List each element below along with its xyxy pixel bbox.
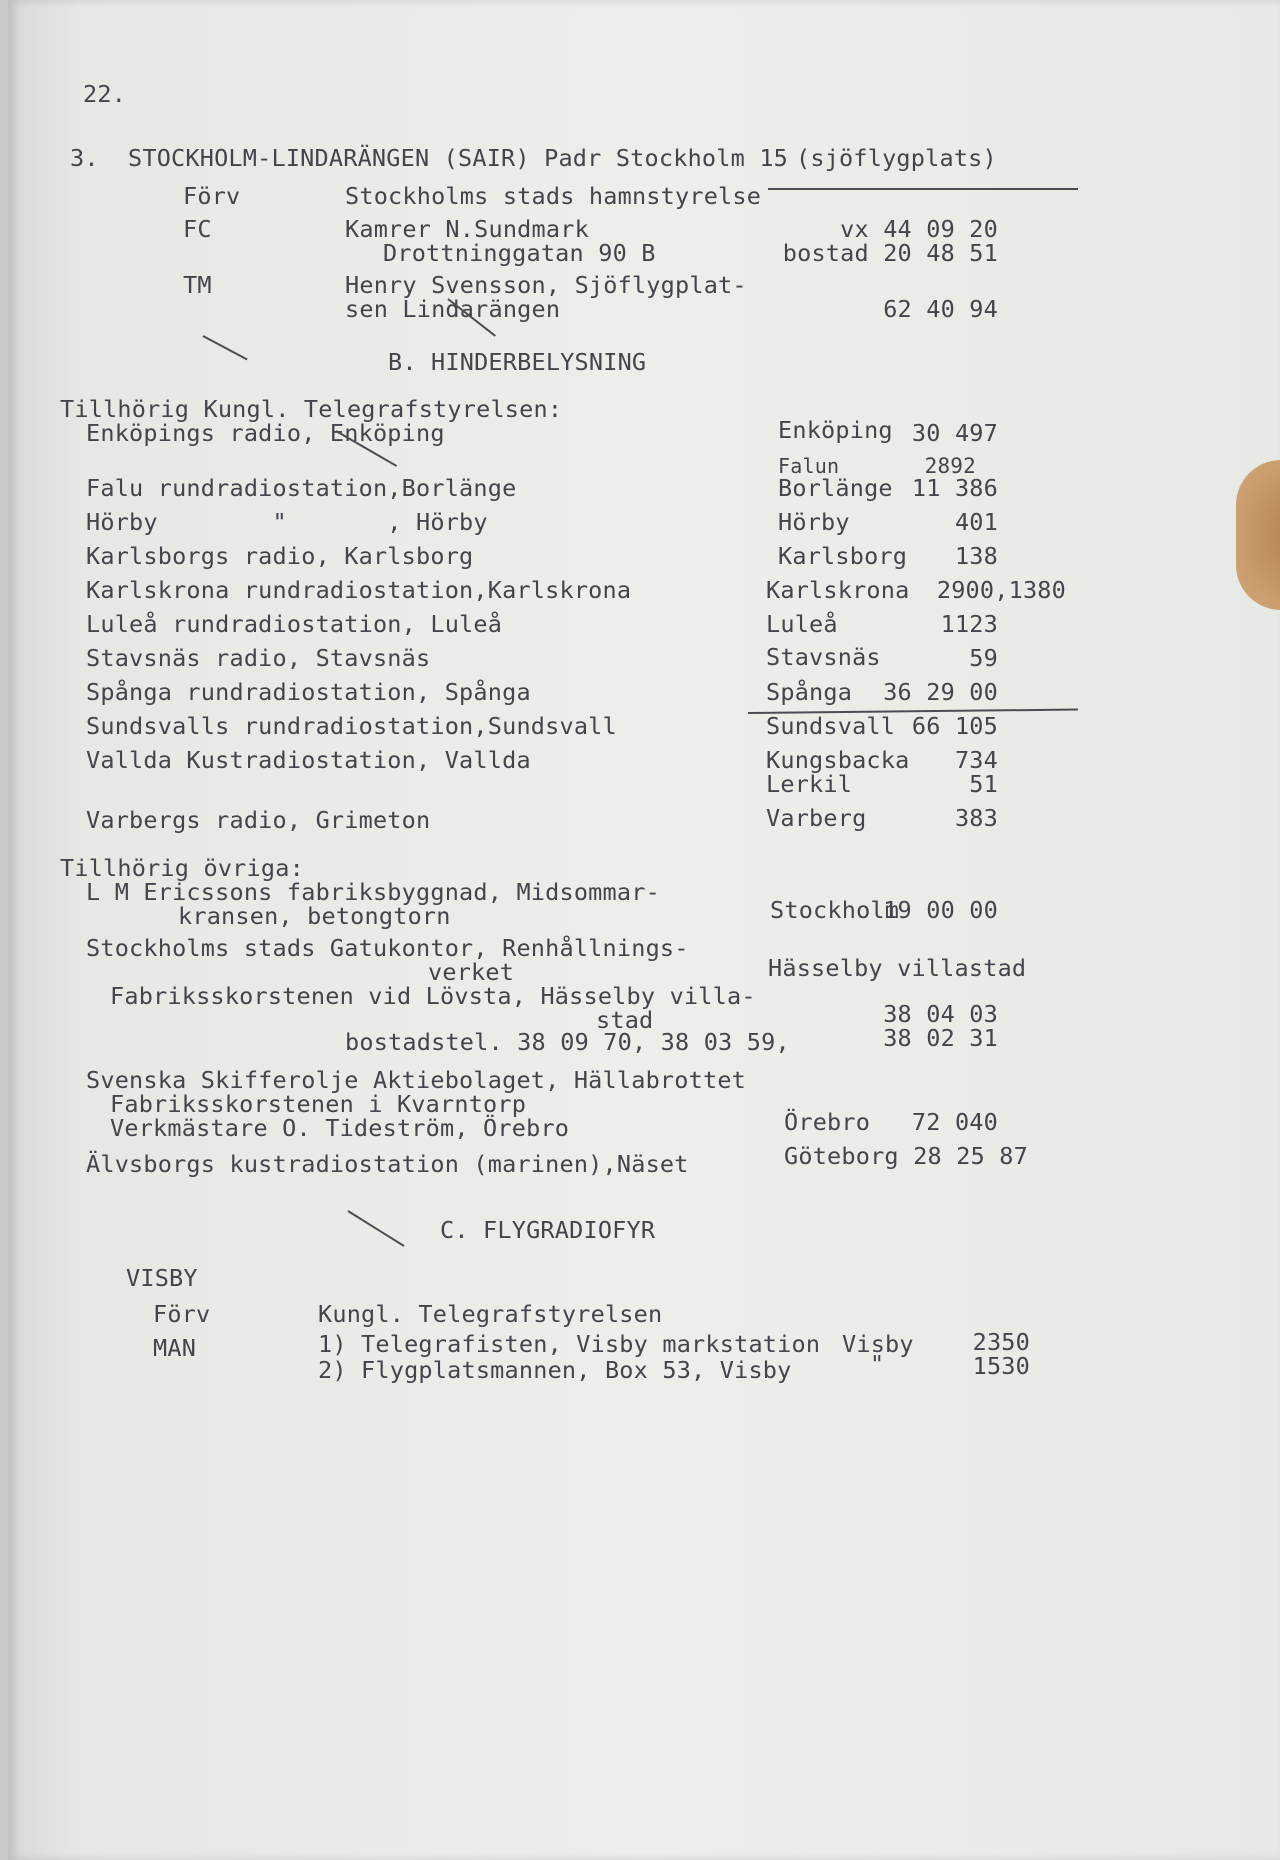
visby-man-line-1-place: Visby xyxy=(842,1330,914,1358)
entry-name: Sundsvalls rundradiostation,Sundsvall xyxy=(86,712,617,740)
ericsson-place: Stockholm xyxy=(770,896,900,924)
visby-man-line-1-number: 2350 xyxy=(972,1328,1030,1356)
skiffer-line-2: Fabriksskorstenen i Kvarntorp xyxy=(110,1090,527,1118)
entry-name: Vallda Kustradiostation, Vallda xyxy=(86,746,531,774)
entry-place: Varberg xyxy=(766,804,867,832)
visby-forv-text: Kungl. Telegrafstyrelsen xyxy=(318,1300,663,1328)
entry-name: Hörby " , Hörby xyxy=(86,508,488,536)
entry-name: Karlskrona rundradiostation,Karlskrona xyxy=(86,576,632,604)
section-number: 3. xyxy=(70,144,99,172)
fc-phone: vx 44 09 20 xyxy=(840,215,998,243)
skiffer-number: 72 040 xyxy=(911,1108,998,1136)
tm-label: TM xyxy=(183,271,212,299)
fc-home-phone: bostad 20 48 51 xyxy=(782,239,998,267)
tm-text: Henry Svensson, Sjöflygplat- xyxy=(345,271,747,299)
tm-text-2: sen Lindarängen xyxy=(345,295,561,323)
visby-man-label: MAN xyxy=(153,1334,197,1362)
lovsta-line-1: Fabriksskorstenen vid Lövsta, Hässelby villa- xyxy=(110,982,756,1010)
dash-line xyxy=(768,188,1078,190)
tm-phone: 62 40 94 xyxy=(883,295,998,323)
pen-mark xyxy=(347,1210,404,1247)
entry-number: 2892 xyxy=(924,454,976,478)
group2-heading: Tillhörig övriga: xyxy=(60,854,304,882)
entry-place: Borlänge xyxy=(778,474,893,502)
skiffer-line-1: Svenska Skifferolje Aktiebolaget, Hällabrottet xyxy=(86,1066,747,1094)
fc-address: Drottninggatan 90 B xyxy=(383,239,656,267)
ericsson-line-1: L M Ericssons fabriksbyggnad, Midsommar- xyxy=(86,878,660,906)
visby-man-line-2-number: 1530 xyxy=(972,1352,1030,1380)
visby-man-line-2-place: " xyxy=(870,1350,885,1378)
gatukontor-line-2: verket xyxy=(428,958,515,986)
entry-number: 383 xyxy=(954,804,998,832)
fc-label: FC xyxy=(183,215,212,243)
entry-place: Kungsbacka xyxy=(766,746,910,774)
visby-heading: VISBY xyxy=(126,1264,198,1292)
entry-place: Sundsvall xyxy=(766,712,896,740)
entry-number: 734 xyxy=(954,746,998,774)
bostad-number: 38 02 31 xyxy=(883,1024,998,1052)
skiffer-line-3: Verkmästare O. Tideström, Örebro xyxy=(110,1114,570,1142)
entry-name: Varbergs radio, Grimeton xyxy=(86,806,431,834)
thumb-shadow xyxy=(1236,460,1280,610)
group1-heading: Tillhörig Kungl. Telegrafstyrelsen: xyxy=(60,395,563,423)
entry-place: Lerkil xyxy=(766,770,853,798)
entry-number: 59 xyxy=(969,644,998,672)
entry-place: Karlskrona xyxy=(766,576,910,604)
visby-man-line-2: 2) Flygplatsmannen, Box 53, Visby xyxy=(318,1356,792,1384)
entry-number: 51 xyxy=(969,770,998,798)
page-number: 22. xyxy=(83,80,127,108)
entry-number: 2900,1380 xyxy=(936,576,1066,604)
pen-mark xyxy=(203,335,248,360)
entry-number: 36 29 00 xyxy=(883,678,998,706)
entry-number: 1123 xyxy=(940,610,998,638)
lovsta-number: 38 04 03 xyxy=(883,1000,998,1028)
entry-number: 138 xyxy=(954,542,998,570)
document-page xyxy=(8,0,1280,1860)
entry-place: Luleå xyxy=(766,610,838,638)
forv-label: Förv xyxy=(183,182,241,210)
fc-text: Kamrer N.Sundmark xyxy=(345,215,589,243)
section-type: (sjöflygplats) xyxy=(796,144,997,172)
section-c-heading: C. FLYGRADIOFYR xyxy=(440,1216,656,1244)
gatukontor-place: Hässelby villastad xyxy=(768,954,1027,982)
entry-name: Falu rundradiostation,Borlänge xyxy=(86,474,517,502)
entry-number: 401 xyxy=(954,508,998,536)
visby-forv-label: Förv xyxy=(153,1300,211,1328)
entry-number: 66 105 xyxy=(911,712,998,740)
entry-place: Karlsborg xyxy=(778,542,908,570)
alvsborg-number: 28 25 87 xyxy=(913,1142,1028,1170)
entry-number: 30 497 xyxy=(911,419,998,447)
entry-name: Enköpings radio, Enköping xyxy=(86,419,445,447)
entry-place: Falun xyxy=(778,454,840,478)
bostad-line: bostadstel. 38 09 70, 38 03 59, xyxy=(345,1028,790,1056)
entry-name: Stavsnäs radio, Stavsnäs xyxy=(86,644,431,672)
ericsson-number: 19 00 00 xyxy=(883,896,998,924)
lovsta-line-2: stad xyxy=(596,1006,654,1034)
visby-man-line-1: 1) Telegrafisten, Visby markstation xyxy=(318,1330,821,1358)
entry-place: Hörby xyxy=(778,508,850,536)
gatukontor-line-1: Stockholms stads Gatukontor, Renhållnings- xyxy=(86,934,689,962)
alvsborg-place: Göteborg xyxy=(784,1142,899,1170)
entry-name: Luleå rundradiostation, Luleå xyxy=(86,610,503,638)
entry-name: Karlsborgs radio, Karlsborg xyxy=(86,542,474,570)
section-heading: STOCKHOLM-LINDARÄNGEN (SAIR) Padr Stockholm 15 xyxy=(128,144,789,172)
entry-number: 11 386 xyxy=(911,474,998,502)
entry-place: Stavsnäs xyxy=(766,643,881,671)
ericsson-line-2: kransen, betongtorn xyxy=(178,902,451,930)
section-b-heading: B. HINDERBELYSNING xyxy=(388,348,647,376)
alvsborg-line: Älvsborgs kustradiostation (marinen),Näset xyxy=(86,1150,689,1178)
entry-name: Spånga rundradiostation, Spånga xyxy=(86,678,531,706)
skiffer-place: Örebro xyxy=(784,1108,871,1136)
entry-place: Enköping xyxy=(778,416,893,444)
entry-place: Spånga xyxy=(766,678,853,706)
forv-text: Stockholms stads hamnstyrelse xyxy=(345,182,762,210)
